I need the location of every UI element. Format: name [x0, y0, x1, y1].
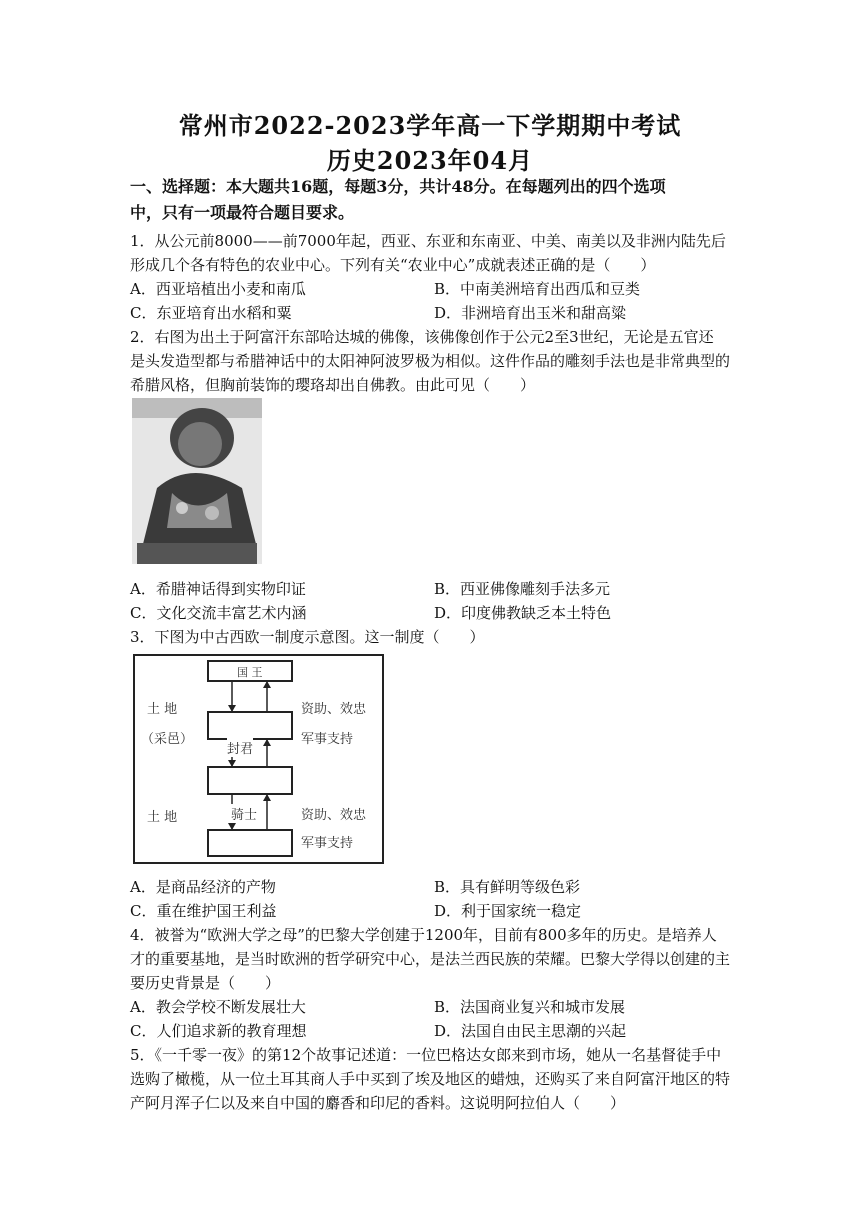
- buddha-statue-image: [132, 398, 262, 564]
- q1-text-line2: 形成几个各有特色的农业中心。下列有关“农业中心”成就表述正确的是（ ）: [130, 256, 656, 274]
- king-label: 国 王: [237, 666, 263, 679]
- section-heading-line2: 中，只有一项最符合题目要求。: [130, 203, 355, 222]
- q1-option-b[interactable]: B．中南美洲培育出西瓜和豆类: [434, 280, 641, 298]
- lord-box-lower: [207, 766, 293, 795]
- q5-text-line2: 选购了橄榄，从一位土耳其商人手中买到了埃及地区的蜡烛，还购买了来自阿富汗地区的特: [130, 1070, 731, 1088]
- q4-option-b[interactable]: B．法国商业复兴和城市发展: [434, 998, 626, 1016]
- q3-option-c[interactable]: C．重在维护国王利益: [130, 902, 277, 920]
- lord-box-upper: [207, 711, 293, 740]
- aid-loyalty-label-1: 资助、效忠: [301, 702, 367, 717]
- q4-option-a[interactable]: A．教会学校不断发展壮大: [130, 998, 306, 1016]
- exam-subtitle: 历史2023年04月: [326, 146, 534, 175]
- q2-option-b[interactable]: B．西亚佛像雕刻手法多元: [434, 580, 611, 598]
- knight-bottom-box: [207, 829, 293, 857]
- q4-text-line2: 才的重要基地，是当时欧洲的哲学研究中心，是法兰西民族的荣耀。巴黎大学得以创建的主: [130, 950, 731, 968]
- king-box: [207, 660, 293, 682]
- q2-option-a[interactable]: A．希腊神话得到实物印证: [130, 580, 306, 598]
- q2-option-c[interactable]: C．文化交流丰富艺术内涵: [130, 604, 307, 622]
- fief-label: （采邑）: [141, 732, 194, 747]
- q3-option-d[interactable]: D．利于国家统一稳定: [434, 902, 582, 920]
- q5-text-line3: 产阿月浑子仁以及来自中国的麝香和印尼的香料。这说明阿拉伯人（ ）: [130, 1094, 626, 1112]
- military-support-label-1: 军事支持: [301, 732, 354, 747]
- q5-text-line1: 5．《一千零一夜》的第12个故事记述道：一位巴格达女郎来到市场，她从一名基督徒手中: [130, 1046, 722, 1064]
- q3-option-a[interactable]: A．是商品经济的产物: [130, 878, 276, 896]
- q3-text-line1: 3．下图为中古西欧一制度示意图。这一制度（ ）: [130, 628, 485, 646]
- land-label-1: 土 地: [147, 702, 178, 717]
- q4-text-line1: 4．被誉为“欧洲大学之母”的巴黎大学创建于1200年，目前有800多年的历史。是培养人: [130, 926, 717, 944]
- q2-text-line2: 是头发造型都与希腊神话中的太阳神阿波罗极为相似。这件作品的雕刻手法也是非常典型的: [130, 352, 731, 370]
- exam-title: 常州市2022-2023学年高一下学期期中考试: [178, 111, 682, 140]
- q1-option-c[interactable]: C．东亚培育出水稻和粟: [130, 304, 292, 322]
- lord-label: 封君: [227, 738, 253, 757]
- military-support-label-2: 军事支持: [301, 836, 354, 851]
- q2-text-line3: 希腊风格，但胸前装饰的璎珞却出自佛教。由此可见（ ）: [130, 376, 536, 394]
- q1-option-d[interactable]: D．非洲培育出玉米和甜高粱: [434, 304, 627, 322]
- knight-label: 骑士: [231, 804, 257, 823]
- q4-option-c[interactable]: C．人们追求新的教育理想: [130, 1022, 307, 1040]
- q3-option-b[interactable]: B．具有鲜明等级色彩: [434, 878, 581, 896]
- q2-text-line1: 2．右图为出土于阿富汗东部哈达城的佛像，该佛像创作于公元2至3世纪，无论是五官还: [130, 328, 714, 346]
- q4-text-line3: 要历史背景是（ ）: [130, 974, 281, 992]
- q1-text-line1: 1．从公元前8000——前7000年起，西亚、东亚和东南亚、中美、南美以及非洲内陆先后: [130, 232, 726, 250]
- feudal-system-diagram: [133, 654, 384, 864]
- q1-option-a[interactable]: A．西亚培植出小麦和南瓜: [130, 280, 306, 298]
- q2-option-d[interactable]: D．印度佛教缺乏本土特色: [434, 604, 612, 622]
- aid-loyalty-label-2: 资助、效忠: [301, 808, 367, 823]
- section-heading-line1: 一、选择题：本大题共16题，每题3分，共计48分。在每题列出的四个选项: [130, 177, 666, 196]
- q4-option-d[interactable]: D．法国自由民主思潮的兴起: [434, 1022, 627, 1040]
- land-label-2: 土 地: [147, 810, 178, 825]
